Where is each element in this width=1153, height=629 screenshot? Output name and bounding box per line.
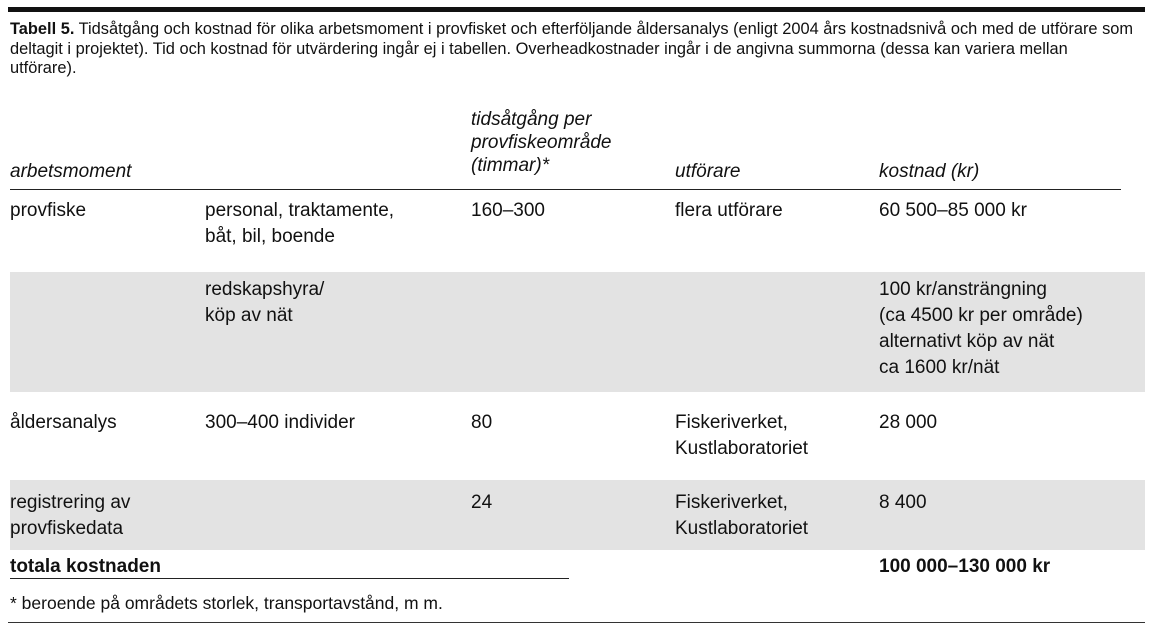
cell-cost: 100 kr/ansträngning (ca 4500 kr per område) alternativt köp av nät ca 1600 kr/nät <box>879 279 1083 378</box>
cell-task: åldersanalys <box>10 412 117 433</box>
cell-cost: 28 000 <box>879 412 938 433</box>
row-band <box>10 480 1145 550</box>
total-value: 100 000–130 000 kr <box>879 556 1051 577</box>
total-label: totala kostnaden <box>10 556 161 577</box>
top-rule <box>8 7 1145 12</box>
table-label: Tabell 5. <box>10 20 75 38</box>
header-time: tidsåtgång per provfiskeområde (timmar)* <box>471 109 612 176</box>
header-rule <box>10 189 1121 190</box>
cell-detail: personal, traktamente, båt, bil, boende <box>205 200 395 247</box>
cell-time: 160–300 <box>471 200 545 221</box>
cell-performer: Fiskeriverket, Kustlaboratoriet <box>675 412 809 459</box>
header-performer: utförare <box>675 161 741 182</box>
header-task: arbetsmoment <box>10 161 132 182</box>
bottom-rule <box>8 622 1145 623</box>
cell-cost: 60 500–85 000 kr <box>879 200 1027 221</box>
cell-time: 24 <box>471 492 493 513</box>
cell-task: provfiske <box>10 200 87 221</box>
total-rule <box>10 578 569 579</box>
table-caption <box>10 20 1135 79</box>
cell-cost: 8 400 <box>879 492 927 513</box>
cell-task: registrering av provfiskedata <box>10 492 131 539</box>
header-cost: kostnad (kr) <box>879 161 980 182</box>
cell-time: 80 <box>471 412 493 433</box>
cell-detail: redskapshyra/ köp av nät <box>205 279 325 326</box>
caption-text: Tidsåtgång och kostnad för olika arbetsmoment i provfisket och efterföljande åldersanalys (enligt 2004 års kostnadsnivå och med de utförare som deltagit i projektet). Tid och kostnad för utvärdering ingår ej i tabellen. Overheadkostnader ingår i de angivna summorna (dessa kan variera mellan utförare). <box>10 20 1134 77</box>
table-footnote: * beroende på områdets storlek, transportavstånd, m m. <box>10 593 443 613</box>
cell-detail: 300–400 individer <box>205 412 356 433</box>
cell-performer: flera utförare <box>675 200 783 221</box>
cell-performer: Fiskeriverket, Kustlaboratoriet <box>675 492 809 539</box>
